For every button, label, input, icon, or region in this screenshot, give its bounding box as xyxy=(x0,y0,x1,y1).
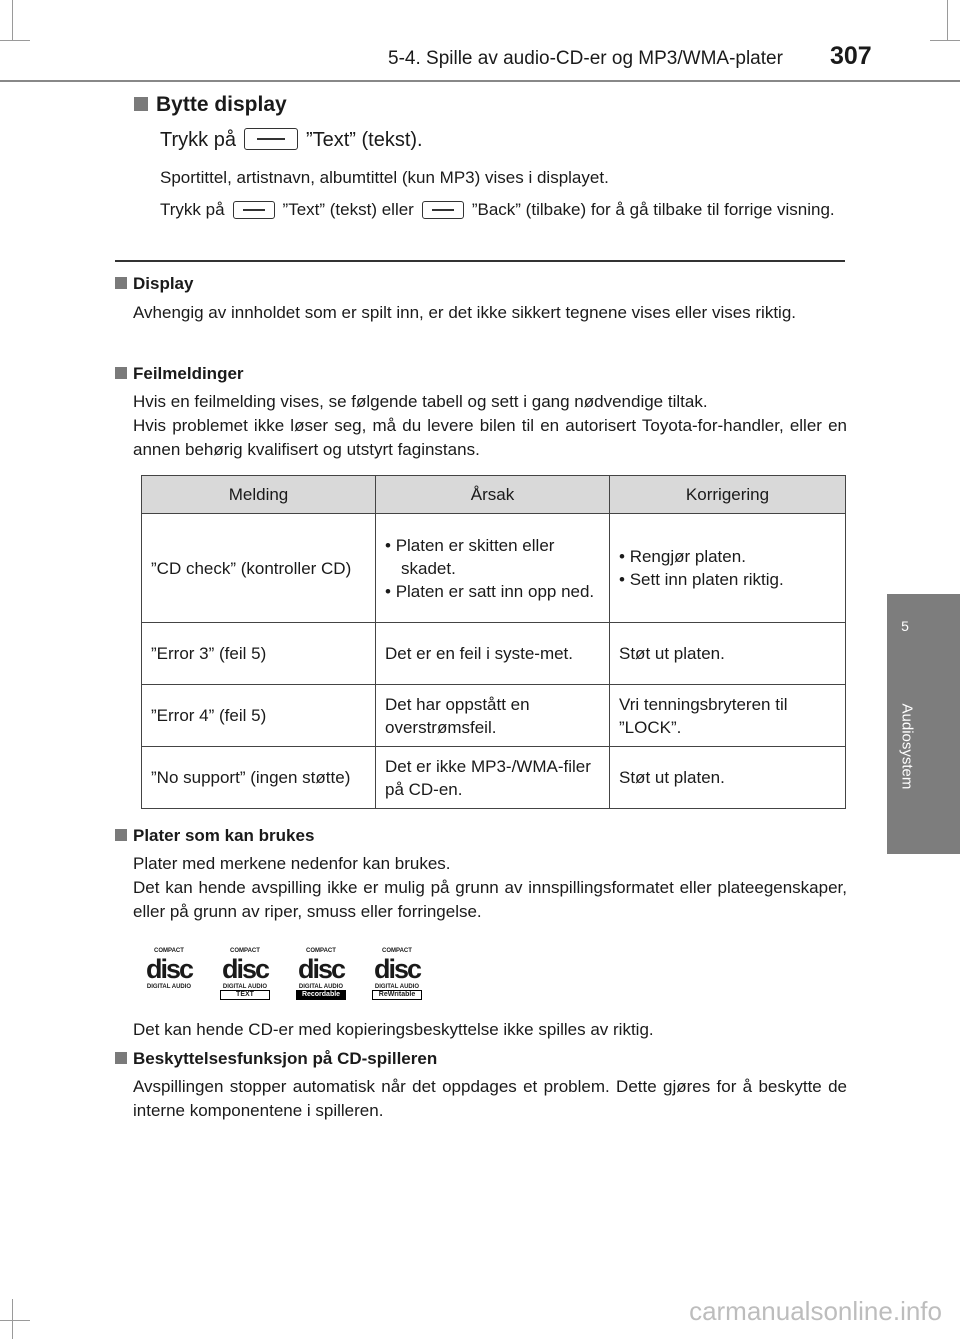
cell-arsak: Det har oppstått en overstrømsfeil. xyxy=(376,685,610,747)
crop-mark xyxy=(12,0,13,40)
back-post: ”Back” (tilbake) for å gå tilbake til forrige visning. xyxy=(471,200,835,219)
table-row xyxy=(142,747,846,809)
cell-korrigering xyxy=(610,514,846,623)
list-item: • Sett inn platen riktig. xyxy=(619,570,784,589)
screen-button-icon xyxy=(244,128,298,150)
table-row xyxy=(142,514,846,623)
chapter-number: 5 xyxy=(901,618,909,634)
square-bullet-icon xyxy=(115,367,127,379)
instruction-text-button xyxy=(160,128,423,152)
logo-top: COMPACT xyxy=(154,948,184,954)
list-item: • Platen er satt inn opp ned. xyxy=(385,581,595,601)
heading-text: Plater som kan brukes xyxy=(133,826,315,845)
logo-bottom: DIGITAL AUDIO xyxy=(222,984,268,990)
square-bullet-icon xyxy=(115,277,127,289)
column-header: Årsak xyxy=(376,476,610,514)
logo-sub: Recordable xyxy=(296,990,346,1000)
heading-text: Display xyxy=(133,274,194,293)
plater-text-1: Plater med merkene nedenfor kan brukes. xyxy=(133,854,451,873)
logo-mark: disc xyxy=(373,954,421,984)
logo-sub: ReWritable xyxy=(372,990,422,1000)
list-item-text: Sett inn platen riktig. xyxy=(629,570,784,589)
back-instruction xyxy=(160,198,850,222)
plater-text-2: Det kan hende avspilling ikke er mulig på grunn av innspillingsformatet eller plateegenskaper, eller på grunn av riper, smuss eller forringelse. xyxy=(133,878,847,921)
list-item: • Rengjør platen. xyxy=(619,547,746,566)
logo-bottom: DIGITAL AUDIO xyxy=(146,984,192,990)
logo-mark: disc xyxy=(145,954,193,984)
logo-top: COMPACT xyxy=(230,948,260,954)
screen-button-icon xyxy=(233,201,275,219)
heading-text: Feilmeldinger xyxy=(133,364,244,383)
square-bullet-icon xyxy=(115,1052,127,1064)
chapter-tab xyxy=(887,594,960,674)
crop-mark xyxy=(930,40,960,41)
cell-korrigering: Støt ut platen. xyxy=(610,747,846,809)
heading-text: Beskyttelsesfunksjon på CD-spilleren xyxy=(133,1049,438,1068)
crop-mark xyxy=(947,0,948,40)
crop-mark xyxy=(0,1320,30,1321)
logo-bottom: DIGITAL AUDIO xyxy=(374,984,420,990)
table-row xyxy=(142,623,846,685)
heading-text: Bytte display xyxy=(156,93,287,116)
feilmeldinger-text-1: Hvis en feilmelding vises, se følgende tabell og sett i gang nødvendige tiltak. xyxy=(133,392,708,411)
heading-plater xyxy=(115,826,314,846)
logo-mark: disc xyxy=(297,954,345,984)
logo-top: COMPACT xyxy=(382,948,412,954)
cell-korrigering: Støt ut platen. xyxy=(610,623,846,685)
logo-top: COMPACT xyxy=(306,948,336,954)
back-mid: ”Text” (tekst) eller xyxy=(282,200,414,219)
chapter-label: Audiosystem xyxy=(898,703,916,790)
section-divider xyxy=(115,260,845,262)
logo-mark: disc xyxy=(221,954,269,984)
crop-mark xyxy=(12,1299,13,1339)
list-item: • Platen er skitten eller skadet. xyxy=(385,535,555,578)
screen-button-icon xyxy=(422,201,464,219)
table-header-row xyxy=(142,476,846,514)
cell-arsak: Det er en feil i syste-met. xyxy=(376,623,610,685)
beskyttelse-text: Avspillingen stopper automatisk når det oppdages et problem. Dette gjøres for å beskytte de interne komponentene i spilleren. xyxy=(133,1077,847,1120)
logo-sub: TEXT xyxy=(220,990,270,1000)
header-divider xyxy=(0,80,960,82)
list-item-text: Platen er satt inn opp ned. xyxy=(395,581,595,601)
square-bullet-icon xyxy=(115,829,127,841)
display-text: Avhengig av innholdet som er spilt inn, er det ikke sikkert tegnene vises eller vises riktig. xyxy=(133,303,797,322)
cell-melding: ”Error 4” (feil 5) xyxy=(142,685,376,747)
instr-pre: Trykk på xyxy=(160,129,236,151)
back-pre: Trykk på xyxy=(160,200,225,219)
compact-disc-text-logo xyxy=(214,948,276,998)
section-title: 5-4. Spille av audio-CD-er og MP3/WMA-plater xyxy=(388,48,783,69)
list-item-text: Platen er skitten eller skadet. xyxy=(395,535,555,578)
feilmeldinger-text xyxy=(133,390,847,462)
cell-arsak: Det er ikke MP3-/WMA-filer på CD-en. xyxy=(376,747,610,809)
plater-text xyxy=(133,852,847,924)
watermark: carmanualsonline.info xyxy=(689,1296,942,1326)
cell-melding: ”Error 3” (feil 5) xyxy=(142,623,376,685)
compact-disc-logo xyxy=(138,948,200,998)
compact-disc-rewritable-logo xyxy=(366,948,428,998)
instr-post: ”Text” (tekst). xyxy=(305,129,423,151)
column-header: Melding xyxy=(142,476,376,514)
cell-melding: ”No support” (ingen støtte) xyxy=(142,747,376,809)
list-item-text: Rengjør platen. xyxy=(629,547,746,566)
heading-bytte-display xyxy=(134,93,287,117)
heading-display xyxy=(115,274,193,294)
feilmeldinger-text-2: Hvis problemet ikke løser seg, må du levere bilen til en autorisert Toyota-for-handler, eller en annen behørig kvalifisert og utstyrt faginstans. xyxy=(133,416,847,459)
heading-beskyttelse xyxy=(115,1049,437,1069)
error-table xyxy=(141,475,846,809)
cell-melding: ”CD check” (kontroller CD) xyxy=(142,514,376,623)
page-number: 307 xyxy=(830,42,872,70)
heading-feilmeldinger xyxy=(115,364,244,384)
plater-note: Det kan hende CD-er med kopieringsbeskyttelse ikke spilles av riktig. xyxy=(133,1020,654,1039)
crop-mark xyxy=(0,40,30,41)
square-bullet-icon xyxy=(134,97,148,111)
disc-logos xyxy=(138,948,428,998)
logo-bottom: DIGITAL AUDIO xyxy=(298,984,344,990)
column-header: Korrigering xyxy=(610,476,846,514)
table-row xyxy=(142,685,846,747)
compact-disc-recordable-logo xyxy=(290,948,352,998)
cell-korrigering: Vri tenningsbryteren til ”LOCK”. xyxy=(610,685,846,747)
cell-arsak xyxy=(376,514,610,623)
display-info: Sportittel, artistnavn, albumtittel (kun MP3) vises i displayet. xyxy=(160,168,609,187)
